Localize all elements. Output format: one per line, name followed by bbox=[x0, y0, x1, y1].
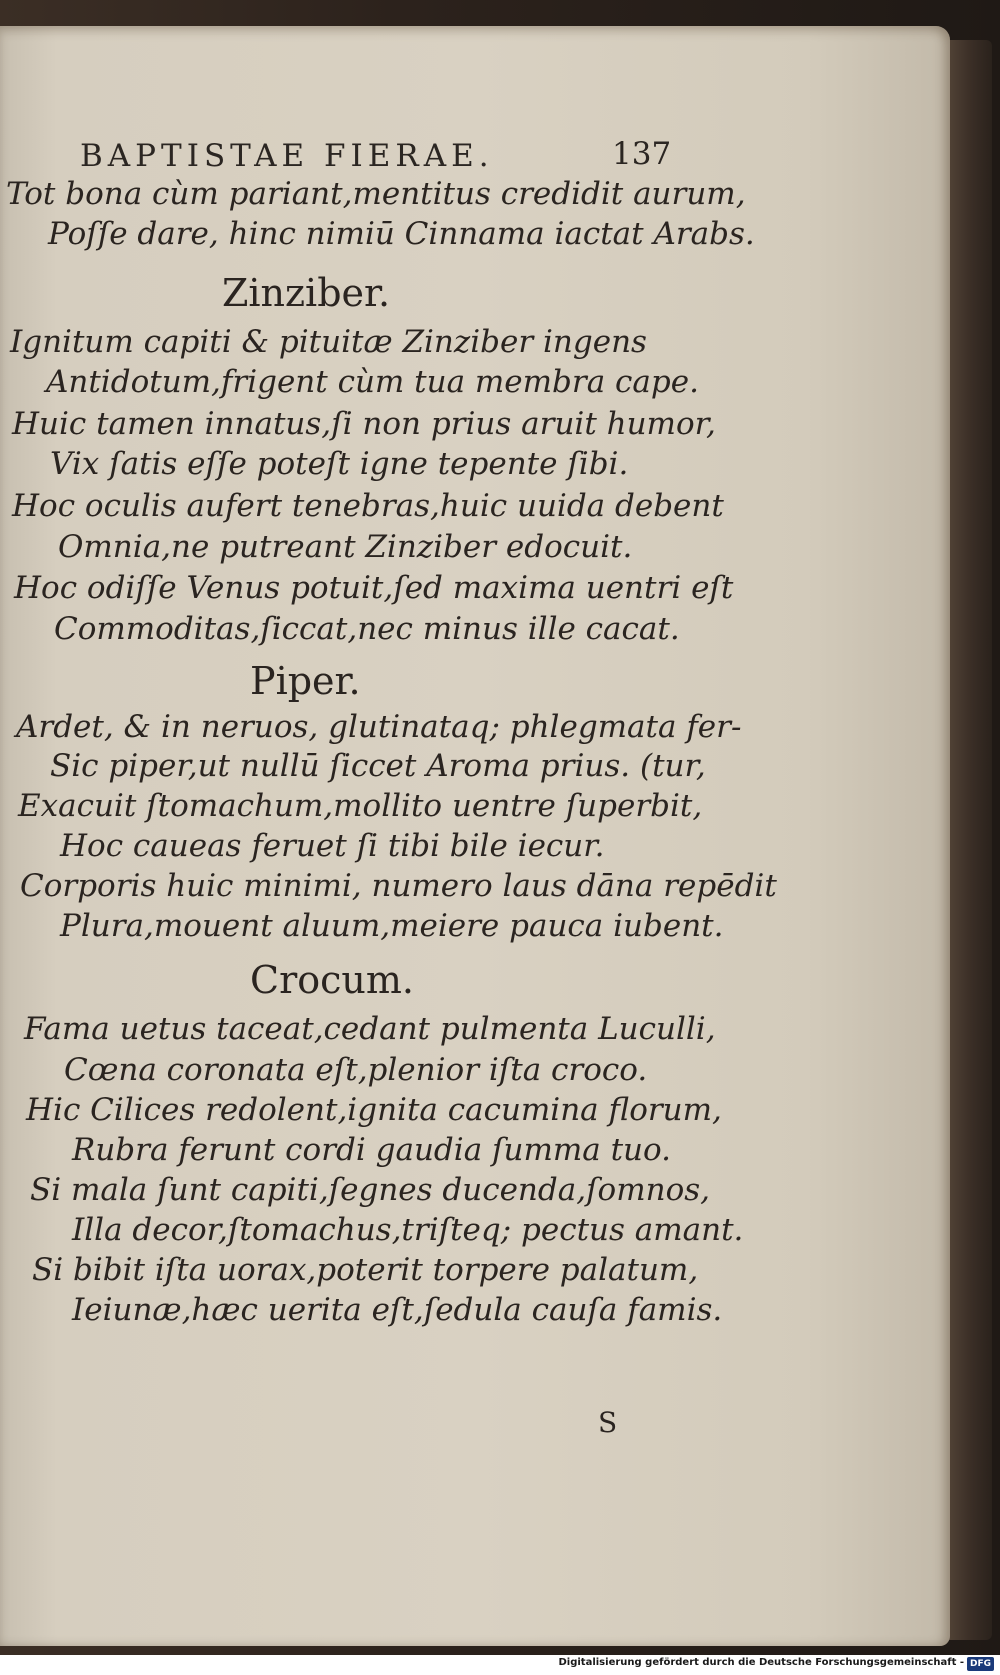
footer-credit: Digitalisierung gefördert durch die Deutsche Forschungsgemeinschaft - bbox=[558, 1657, 964, 1668]
verse-line: Hoc oculis aufert tenebras,huic uuida debent bbox=[12, 488, 724, 524]
verse-line: Rubra ferunt cordi gaudia ſumma tuo. bbox=[72, 1132, 671, 1168]
section-heading: Piper. bbox=[250, 659, 361, 703]
page-number: 137 bbox=[612, 136, 672, 172]
verse-line: Hic Cilices redolent,ignita cacumina florum, bbox=[26, 1092, 722, 1128]
verse-line: Huic tamen innatus,ſi non prius aruit humor, bbox=[12, 406, 716, 442]
verse-line: Hoc caueas feruet ſi tibi bile iecur. bbox=[60, 828, 605, 864]
dfg-logo-icon: DFG bbox=[967, 1657, 994, 1671]
verse-line: Vix ſatis eſſe poteſt igne tepente ſibi. bbox=[50, 446, 629, 482]
book-page bbox=[0, 26, 950, 1646]
verse-line: Ignitum capiti & pituitæ Zinziber ingens bbox=[10, 324, 647, 360]
verse-line: Fama uetus taceat,cedant pulmenta Luculli, bbox=[24, 1011, 716, 1047]
signature-mark: S bbox=[598, 1406, 618, 1439]
running-head: BAPTISTAE FIERAE. bbox=[80, 138, 494, 174]
verse-line: Cœna coronata eſt,plenior iſta croco. bbox=[64, 1052, 648, 1088]
verse-line: Antidotum,frigent cùm tua membra cape. bbox=[46, 364, 699, 400]
verse-line: Corporis huic minimi, numero laus dāna repēdit bbox=[20, 868, 777, 904]
verse-line: Si mala ſunt capiti,ſegnes ducenda,ſomnos, bbox=[30, 1172, 711, 1208]
verse-line: Exacuit ſtomachum,mollito uentre ſuperbit, bbox=[18, 788, 703, 824]
verse-line: Omnia,ne putreant Zinziber edocuit. bbox=[58, 529, 633, 565]
verse-line: Plura,mouent aluum,meiere pauca iubent. bbox=[60, 908, 724, 944]
verse-line: Ieiunæ,hæc uerita eſt,ſedula cauſa famis. bbox=[72, 1292, 723, 1328]
verse-line: Hoc odiſſe Venus potuit,ſed maxima uentri eſt bbox=[14, 570, 734, 606]
verse-line: Ardet, & in neruos, glutinataq; phlegmata fer- bbox=[16, 709, 742, 745]
verse-line: Commoditas,ſiccat,nec minus ille cacat. bbox=[54, 611, 680, 647]
verse-line: Poſſe dare, hinc nimiū Cinnama iactat Arabs. bbox=[48, 216, 755, 252]
section-heading: Zinziber. bbox=[222, 271, 391, 315]
verse-line: Sic piper,ut nullū ſiccet Aroma prius. (tur, bbox=[50, 748, 706, 784]
verse-line: Si bibit iſta uorax,poterit torpere palatum, bbox=[32, 1252, 699, 1288]
verse-line: Tot bona cùm pariant,mentitus credidit aurum, bbox=[6, 176, 746, 212]
section-heading: Crocum. bbox=[250, 958, 414, 1002]
verse-line: Illa decor,ſtomachus,triſteq; pectus amant. bbox=[72, 1212, 744, 1248]
